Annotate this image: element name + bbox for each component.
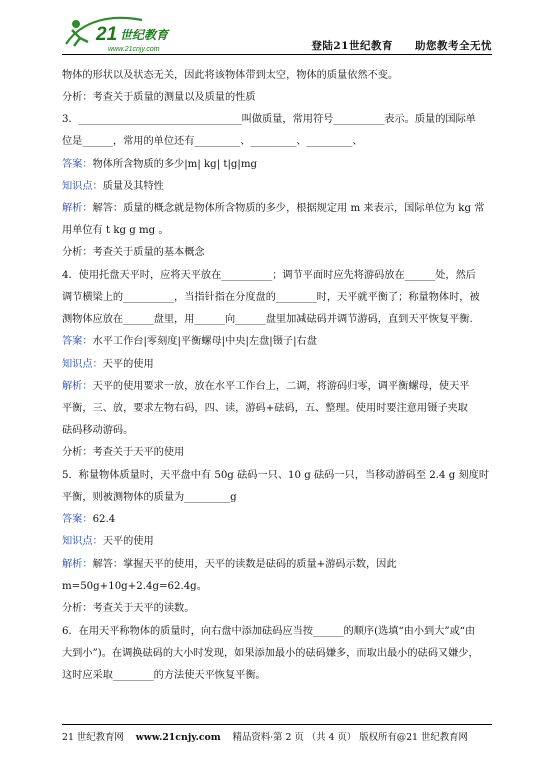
field-label: 答案： <box>62 159 93 170</box>
line-text: 测物体应放在______盘里，用______向______盘里加减砝码并调节游码，直到天平恢复平衡. <box>62 314 473 325</box>
field-label: 知识点： <box>62 359 103 370</box>
text-line <box>62 199 492 214</box>
text-line <box>62 577 492 592</box>
line-text: 天平的使用 <box>102 536 154 547</box>
line-text: 位是______，常用的单位还有_________、_________、_________、 <box>62 136 363 147</box>
line-text: 天平的使用要求一放，放在水平工作台上，二调，将游码归零，调平衡螺母，使天平 <box>92 381 470 392</box>
field-label: 解析： <box>62 203 93 214</box>
text-line <box>62 599 492 614</box>
line-text: m=50g+10g+2.4g=62.4g。 <box>62 581 207 592</box>
line-text: 分析：考查关于质量的测量以及质量的性质 <box>62 92 256 103</box>
svg-text:世纪教育: 世纪教育 <box>120 28 169 42</box>
footer-url-link[interactable]: www.21cnjy.com <box>135 732 221 743</box>
line-text: 调节横梁上的__________，当指针指在分度盘的________时，天平就平衡了；称量物体时，被 <box>62 292 480 303</box>
text-line <box>62 266 492 281</box>
text-line <box>62 443 492 458</box>
text-line <box>62 177 492 192</box>
footer-page-info: 精品资料·第 2 页 （共 4 页） 版权所有@21 世纪教育网 <box>232 732 468 743</box>
page-footer <box>62 729 492 743</box>
text-line <box>62 155 492 170</box>
line-text: 5．称量物体质量时，天平盘中有 50g 砝码一只、10 g 砝码一只，当移动游码至 2.4 g 刻度时 <box>62 470 490 481</box>
line-text: 分析：考查关于天平的读数。 <box>62 603 195 614</box>
header-slogan: 登陆21世纪教育 助您教考全无忧 <box>311 40 492 52</box>
line-text: 天平的使用 <box>102 359 154 370</box>
footer-site-name: 21 世纪教育网 <box>62 732 124 743</box>
line-text: 物体的形状以及状态无关，因此将该物体带到太空，物体的质量依然不变。 <box>62 70 399 81</box>
field-label: 答案： <box>62 514 93 525</box>
line-text: 3．________________________________叫做质量，常用符号__________表示。质量的国际单 <box>62 114 476 125</box>
text-line <box>62 332 492 347</box>
text-line <box>62 555 492 570</box>
text-line <box>62 622 492 637</box>
svg-text:21: 21 <box>96 24 118 45</box>
field-label: 解析： <box>62 381 93 392</box>
line-text: 4．使用托盘天平时，应将天平放在__________；调节平面时应先将游码放在______处，然后 <box>62 270 476 281</box>
text-line <box>62 66 492 81</box>
field-label: 知识点： <box>62 181 103 192</box>
page-header <box>62 10 492 54</box>
text-line <box>62 88 492 103</box>
text-line <box>62 666 492 681</box>
line-text: 62.4 <box>92 514 116 525</box>
text-line <box>62 288 492 303</box>
line-text: 用单位有 t kg g mg 。 <box>62 225 169 236</box>
text-line <box>62 355 492 370</box>
footer-divider <box>62 724 492 725</box>
text-line <box>62 488 492 503</box>
svg-text:www.21cnjy.com: www.21cnjy.com <box>108 46 160 53</box>
line-text: 物体所含物质的多少|m| kg| t|g|mg <box>92 159 258 170</box>
field-label: 答案： <box>62 336 93 347</box>
line-text: 砝码移动游码。 <box>62 425 134 436</box>
text-line <box>62 466 492 481</box>
line-text: 质量及其特性 <box>102 181 164 192</box>
line-text: 分析：考查关于质量的基本概念 <box>62 247 205 258</box>
text-line <box>62 377 492 392</box>
line-text: 平衡，三、放，要求左物右码，四、读，游码+砝码，五、整理。使用时要注意用镊子夹取 <box>62 403 468 414</box>
text-line <box>62 132 492 147</box>
field-label: 解析： <box>62 559 93 570</box>
text-line <box>62 421 492 436</box>
text-line <box>62 221 492 236</box>
line-text: 平衡，则被测物体的质量为_________g <box>62 492 237 503</box>
line-text: 分析：考查关于天平的使用 <box>62 447 185 458</box>
header-divider <box>62 54 492 55</box>
text-line <box>62 399 492 414</box>
site-logo <box>62 10 202 54</box>
text-line <box>62 310 492 325</box>
line-text: 6．在用天平称物体的质量时，向右盘中添加砝码应当按______的顺序(选填“由小到大”或“由 <box>62 626 476 637</box>
line-text: 水平工作台|零刻度|平衡螺母|中央|左盘|镊子|右盘 <box>92 336 317 347</box>
text-line <box>62 110 492 125</box>
text-line <box>62 532 492 547</box>
field-label: 知识点： <box>62 536 103 547</box>
line-text: 这时应采取________的方法使天平恢复平衡。 <box>62 670 266 681</box>
text-line <box>62 644 492 659</box>
text-line <box>62 510 492 525</box>
line-text: 解答：掌握天平的使用，天平的读数是砝码的质量+游码示数，因此 <box>92 559 397 570</box>
line-text: 大到小”)。在调换砝码的大小时发现，如果添加最小的砝码嫌多，而取出最小的砝码又嫌少， <box>62 648 479 659</box>
line-text: 解答：质量的概念就是物体所含物质的多少，根据规定用 m 来表示，国际单位为 kg 常 <box>92 203 485 214</box>
text-line <box>62 243 492 258</box>
